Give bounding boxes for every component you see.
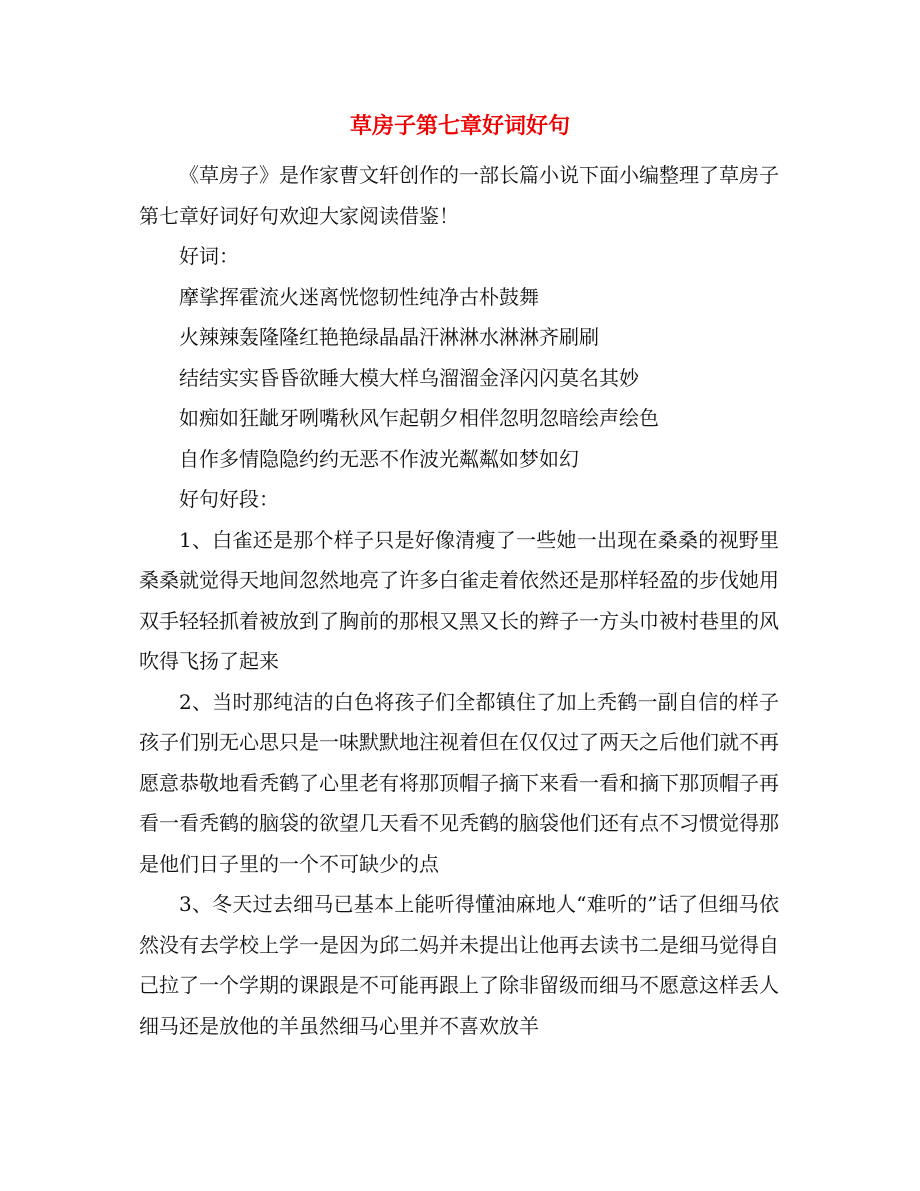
word-line: 结结实实昏昏欲睡大模大样乌溜溜金泽闪闪莫名其妙 [179, 365, 639, 390]
passage-paragraph: 1、白雀还是那个样子只是好像清瘦了一些她一出现在桑桑的视野里桑桑就觉得天地间忽然地亮了许多白雀走着依然还是那样轻盈的步伐她用双手轻轻抓着被放到了胸前的那根又黑又长的辫子一方头巾被村巷里的风吹得飞扬了起来 [139, 527, 779, 673]
document-body [139, 155, 779, 1046]
intro-paragraph: 《草房子》是作家曹文轩创作的一部长篇小说下面小编整理了草房子第七章好词好句欢迎大家阅读借鉴！ [139, 163, 779, 228]
word-line: 摩挲挥霍流火迷离恍惚韧性纯净古朴鼓舞 [179, 284, 539, 309]
word-line: 自作多情隐隐约约无恶不作波光粼粼如梦如幻 [179, 446, 579, 471]
word-line: 如痴如狂龇牙咧嘴秋风乍起朝夕相伴忽明忽暗绘声绘色 [179, 406, 659, 430]
passage-paragraph: 3、冬天过去细马已基本上能听得懂油麻地人“难听的”话了但细马依然没有去学校上学一是因为邱二妈并未提出让他再去读书二是细马觉得自己拉了一个学期的课跟是不可能再跟上了除非留级而细马不愿意这样丢人细马还是放他的羊虽然细马心里并不喜欢放羊 [139, 892, 779, 1038]
document-title: 草房子第七章好词好句 [349, 113, 570, 139]
sentences-heading: 好句好段： [179, 487, 279, 511]
passage-paragraph: 2、当时那纯洁的白色将孩子们全都镇住了加上秃鹤一副自信的样子孩子们别无心思只是一味默默地注视着但在仅仅过了两天之后他们就不再愿意恭敬地看秃鹤了心里老有将那顶帽子摘下来看一看和摘下那顶帽子再看一看秃鹤的脑袋的欲望几天看不见秃鹤的脑袋他们还有点不习惯觉得那是他们日子里的一个不可缺少的点 [139, 689, 779, 876]
word-line: 火辣辣轰隆隆红艳艳绿晶晶汗淋淋水淋淋齐刷刷 [179, 325, 599, 349]
words-heading: 好词： [179, 244, 239, 268]
